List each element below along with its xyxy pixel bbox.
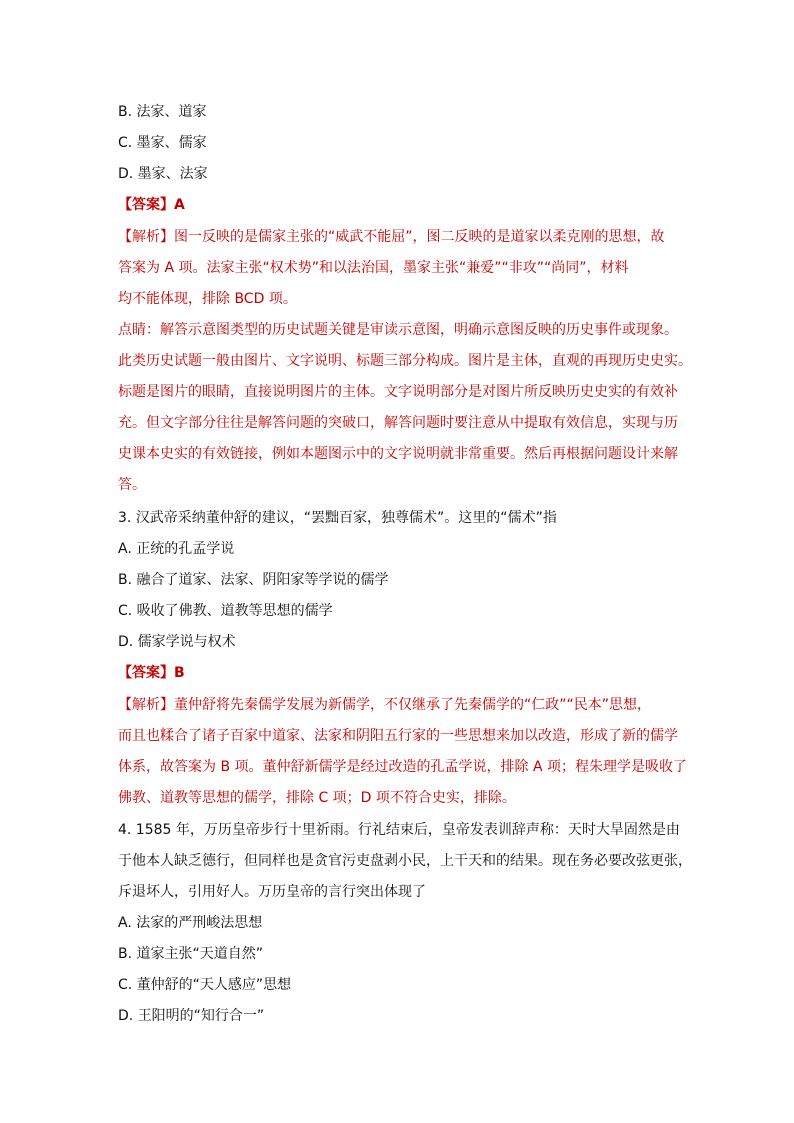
q3-analysis-line: 而且也糅合了诸子百家中道家、法家和阴阳五行家的一些思想来加以改造，形成了新的儒学 — [118, 728, 678, 744]
q4-option-b: B. 道家主张“天道自然” — [118, 946, 264, 962]
q3-option-d: D. 儒家学说与权术 — [118, 634, 236, 650]
q3-question: 3. 汉武帝采纳董仲舒的建议，“罢黜百家，独尊儒术”。这里的“儒术”指 — [118, 510, 557, 526]
q3-option-a: A. 正统的孔孟学说 — [118, 541, 235, 557]
q2-tip-line: 点睛：解答示意图类型的历史试题关键是审读示意图，明确示意图反映的历史事件或现象。 — [118, 322, 678, 338]
q4-question-line: 4. 1585 年，万历皇帝步行十里祈雨。行礼结束后，皇帝发表训辞声称：天时大旱固然是由 — [118, 822, 680, 838]
q3-option-c: C. 吸收了佛教、道教等思想的儒学 — [118, 603, 333, 619]
q2-tip-line: 此类历史试题一般由图片、文字说明、标题三部分构成。图片是主体，直观的再现历史史实。 — [118, 353, 692, 369]
q2-analysis-line: 答案为 A 项。法家主张“权术势”和以法治国，墨家主张“兼爱”“非攻”“尚同”，材料 — [118, 260, 629, 276]
q4-option-c: C. 董仲舒的“天人感应”思想 — [118, 977, 292, 993]
q2-tip-line: 答。 — [118, 477, 146, 493]
q2-tip-line: 标题是图片的眼睛，直接说明图片的主体。文字说明部分是对图片所反映历史史实的有效补 — [118, 384, 678, 400]
q3-option-b: B. 融合了道家、法家、阴阳家等学说的儒学 — [118, 572, 389, 588]
q4-option-d: D. 王阳明的“知行合一” — [118, 1008, 265, 1024]
q2-analysis-line: 均不能体现，排除 BCD 项。 — [118, 291, 297, 307]
q4-option-a: A. 法家的严刑峻法思想 — [118, 915, 263, 931]
q4-question-line: 斥退坏人，引用好人。万历皇帝的言行突出体现了 — [118, 884, 426, 900]
q2-analysis-line: 【解析】图一反映的是儒家主张的“威武不能屈”，图二反映的是道家以柔克刚的思想，故 — [118, 229, 665, 245]
q4-question-line: 于他本人缺乏德行，但同样也是贪官污吏盘剥小民，上干天和的结果。现在务必要改弦更张， — [118, 853, 692, 869]
q3-analysis-line: 体系，故答案为 B 项。董仲舒新儒学是经过改造的孔孟学说，排除 A 项；程朱理学是吸收了 — [118, 759, 687, 775]
q3-analysis-line: 佛教、道教等思想的儒学，排除 C 项；D 项不符合史实，排除。 — [118, 790, 516, 806]
q3-analysis-line: 【解析】董仲舒将先秦儒学发展为新儒学，不仅继承了先秦儒学的“仁政”“民本”思想， — [118, 697, 652, 713]
q2-option-d: D. 墨家、法家 — [118, 166, 208, 182]
q3-answer: 【答案】B — [118, 665, 185, 681]
q2-answer: 【答案】A — [118, 197, 185, 213]
q2-tip-line: 史课本史实的有效链接，例如本题图示中的文字说明就非常重要。然后再根据问题设计来解 — [118, 446, 678, 462]
q2-tip-line: 充。但文字部分往往是解答问题的突破口，解答问题时要注意从中提取有效信息，实现与历 — [118, 415, 678, 431]
q2-option-c: C. 墨家、儒家 — [118, 135, 207, 151]
q2-option-b: B. 法家、道家 — [118, 104, 207, 120]
